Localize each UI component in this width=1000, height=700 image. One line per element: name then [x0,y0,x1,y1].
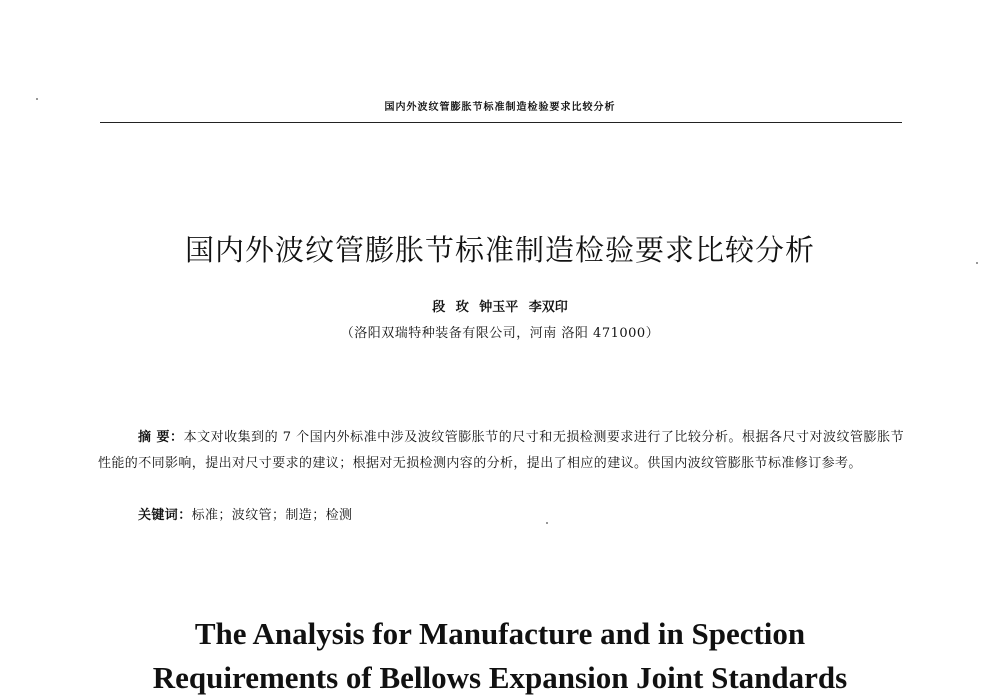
keywords-label: 关键词： [138,508,192,523]
abstract-label: 摘 要： [138,430,184,445]
keywords-text: 标准；波纹管；制造；检测 [191,508,353,523]
abstract [98,425,904,477]
affiliation: （洛阳双瑞特种装备有限公司，河南 洛阳 471000） [340,326,660,341]
english-title-line-2: Requirements of Bellows Expansion Joint Standards [152,660,848,695]
author-name: 钟玉平 [479,300,519,315]
keywords [138,503,352,529]
scan-speck [546,522,548,524]
author-name: 段 玫 [432,300,469,315]
abstract-text: 本文对收集到的 7 个国内外标准中涉及波纹管膨胀节的尺寸和无损检测要求进行了比较分析。根据各尺寸对波纹管膨胀节性能的不同影响，提出对尺寸要求的建议；根据对无损检测内容的分析，提出了相应的建议。供国内波纹管膨胀节标准修订参考。 [98,430,904,471]
scan-speck [36,98,38,100]
author-name: 李双印 [528,300,568,315]
chinese-title: 国内外波纹管膨胀节标准制造检验要求比较分析 [184,233,815,267]
header-rule [100,122,902,123]
scan-speck [976,262,978,264]
author-list [0,296,1000,315]
english-title [0,612,1000,700]
english-title-line-1: The Analysis for Manufacture and in Spection [194,616,806,651]
running-head: 国内外波纹管膨胀节标准制造检验要求比较分析 [384,102,616,113]
